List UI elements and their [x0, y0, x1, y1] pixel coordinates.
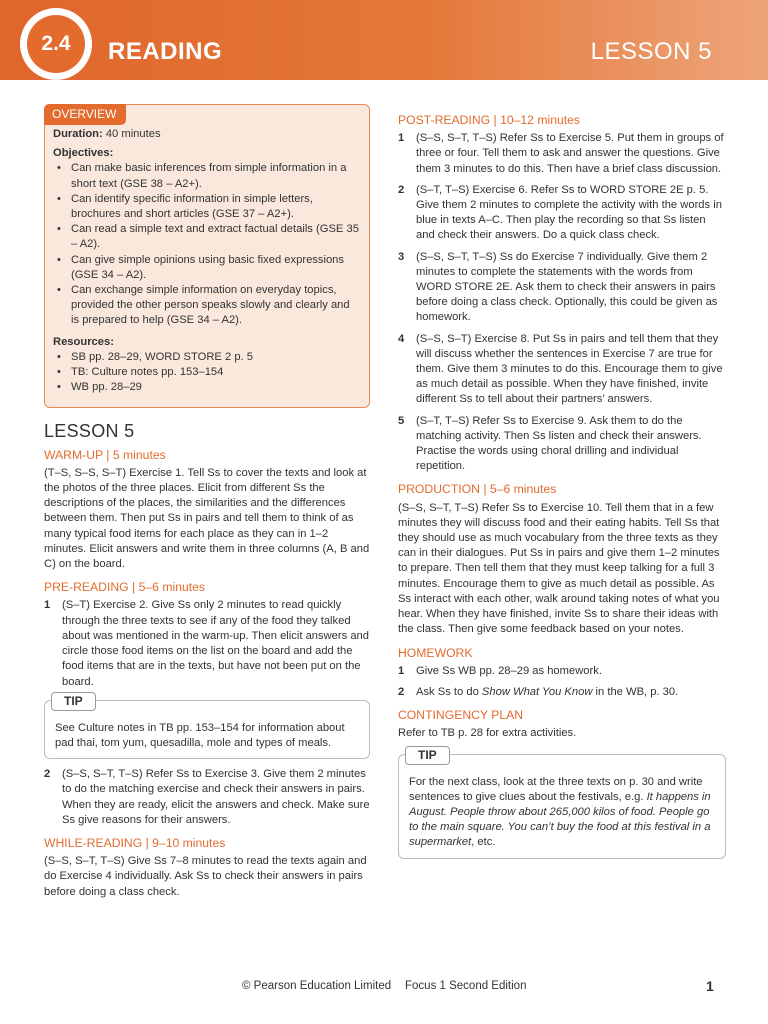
warmup-title: WARM-UP [44, 447, 103, 462]
page-number: 1 [706, 978, 714, 994]
tip-text-post: , etc. [471, 836, 496, 849]
whilereading-title: WHILE-READING [44, 835, 143, 850]
item-number: 2 [398, 685, 405, 698]
page-title: READING [108, 38, 223, 65]
production-minutes: 5–6 minutes [489, 482, 557, 497]
postreading-item [398, 183, 726, 244]
edition: Focus 1 Second Edition [405, 980, 527, 992]
item-number: 5 [398, 414, 405, 427]
resource-item: • TB: Culture notes pp. 153–154 [53, 365, 359, 380]
objective-item: • Can read a simple text and extract factual details (GSE 35 – A2). [53, 222, 359, 252]
production-text: (S–S, S–T, T–S) Refer Ss to Exercise 10. Tell them that in a few minutes they will discuss food and their eating habits. Tell Ss that they should use as much vocabulary from the three texts as they can in their dialogues. Put Ss in pairs and give them 1–2 minutes to prepare. Then tell them that they must keep talking for a full 3 minutes. Encourage them to give as much detail as possible. As Ss interact with each other, walk around taking notes of what you hear. When they have finished, invite Ss to share their ideas with the class. Then give some feedback based on your notes. [398, 501, 720, 636]
item-number: 4 [398, 332, 405, 345]
production-title: PRODUCTION [398, 482, 480, 497]
duration-value: 40 minutes [105, 128, 161, 140]
item-text: (S–S, S–T, T–S) Ss do Exercise 7 individually. Give them 2 minutes to complete the statements with the words from WORD STORE 2E. Ask them to check their answers in pairs before doing a class check. Optionally, this could be given as homework. [416, 250, 718, 324]
objectives-list [53, 161, 359, 328]
objective-item: • Can give simple opinions using basic fixed expressions (GSE 34 – A2). [53, 253, 359, 283]
item-text: (S–S, S–T, T–S) Refer Ss to Exercise 5. Put them in groups of three or four. Tell them to ask and answer the questions. Give them 3 minutes to do this. Then have a brief class discussion. [416, 132, 724, 175]
duration [53, 127, 359, 142]
tip-text: See Culture notes in TB pp. 153–154 for information about pad thai, tom yum, quesadilla, mole and types of meals. [55, 721, 345, 749]
resources-label: Resources: [53, 335, 114, 348]
copyright: © Pearson Education Limited [242, 980, 392, 992]
prereading-title: PRE-READING [44, 580, 129, 595]
postreading-sep: | [493, 113, 497, 127]
warmup-minutes: 5 minutes [112, 447, 166, 462]
item-text-italic: Show What You Know [481, 685, 593, 698]
postreading-title: POST-READING [398, 113, 491, 127]
item-text-post: in the WB, p. 30. [592, 685, 679, 698]
header-band [0, 0, 768, 80]
tip-text [409, 775, 715, 851]
warmup-heading [44, 448, 370, 463]
postreading-minutes: 10–12 minutes [500, 113, 581, 127]
duration-label: Duration: [53, 128, 103, 140]
contingency-text: Refer to TB p. 28 for extra activities. [398, 727, 577, 740]
item-number: 1 [398, 132, 405, 145]
tip-box [44, 693, 370, 759]
homework-heading: HOMEWORK [398, 645, 473, 660]
whilereading-heading [44, 836, 370, 851]
overview-tab: OVERVIEW [44, 104, 126, 125]
warmup-text: (T–S, S–S, S–T) Exercise 1. Tell Ss to cover the texts and look at the photos of the three places. Elicit from different Ss the descriptions of the places, the similarities and the differences between them. Then put Ss in pairs and tell them to think of as many typical food items for each place as they can in 1–2 minutes. Elicit answers and write them in three columns (A, B and C) on the board. [44, 466, 370, 571]
postreading-item [398, 250, 726, 326]
prereading-minutes: 5–6 minutes [138, 580, 206, 595]
resources-list [53, 350, 359, 396]
overview-box [44, 104, 370, 408]
item-text: (S–S, S–T, T–S) Refer Ss to Exercise 3. Give them 2 minutes to do the matching exercise and check their answers in pairs. When they are ready, elicit the answers and check. Make sure Ss give reasons for their answers. [62, 768, 370, 826]
whilereading-sep: | [145, 835, 149, 850]
item-text-pre: Ask Ss to do [416, 685, 482, 698]
resource-item: • SB pp. 28–29, WORD STORE 2 p. 5 [53, 350, 359, 365]
postreading-item [398, 414, 726, 475]
homework-item [398, 664, 726, 679]
lesson-label: LESSON 5 [590, 38, 712, 65]
postreading-item [398, 131, 726, 177]
tip-text-pre: For the next class, look at the three texts on p. 30 and write sentences to give clues about the festivals, e.g. [409, 775, 703, 803]
right-column [398, 113, 726, 867]
tip-tab: TIP [51, 692, 96, 711]
resource-item: • WB pp. 28–29 [53, 380, 359, 395]
item-number: 3 [398, 250, 405, 263]
item-number: 1 [44, 599, 51, 612]
item-number: 2 [44, 768, 51, 781]
prereading-item [44, 598, 370, 689]
item-text: (S–S, S–T) Exercise 8. Put Ss in pairs and tell them that they will discuss whether the sentences in Exercise 7 are true for them. Give them 3 minutes to do this. Encourage them to give as much detail as possible. When they have finished, invite different Ss to tell about their partners’ answers. [416, 332, 723, 406]
item-text: (S–T, T–S) Exercise 6. Refer Ss to WORD STORE 2E p. 5. Give them 2 minutes to complete the activity with the words in blue in texts A–C. Then play the recording so that Ss listen and check their answers. Do a quick class check. [416, 183, 722, 242]
tip-tab: TIP [405, 746, 450, 765]
warmup-sep: | [106, 447, 110, 462]
objective-item: • Can identify specific information in simple letters, brochures and short articles (GSE 37 – A2+). [53, 192, 359, 222]
item-number: 1 [398, 664, 405, 677]
postreading-item [398, 332, 726, 408]
production-sep: | [483, 482, 487, 497]
unit-badge: 2.4 [27, 15, 85, 73]
objective-item: • Can exchange simple information on everyday topics, provided the other person speaks slowly and clearly and is prepared to help (GSE 34 – A2). [53, 283, 359, 329]
item-text: (S–T, T–S) Refer Ss to Exercise 9. Ask them to do the matching activity. Then Ss listen and check their answers. Practise the words using choral drilling and individual repetition. [416, 414, 702, 473]
objectives-label: Objectives: [53, 147, 114, 160]
production-heading [398, 482, 726, 497]
item-text: Give Ss WB pp. 28–29 as homework. [416, 664, 602, 677]
objective-item: • Can make basic inferences from simple information in a short text (GSE 38 – A2+). [53, 161, 359, 191]
tip-box [398, 747, 726, 859]
whilereading-text: (S–S, S–T, T–S) Give Ss 7–8 minutes to read the texts again and do Exercise 4 individually. Ask Ss to check their answers in pairs before doing a class check. [44, 855, 367, 898]
contingency-heading: CONTINGENCY PLAN [398, 708, 524, 723]
tip-text-italic: It happens in August. People throw about 265,000 kilos of food. People go to the main square. You can’t buy the food at this festival in a supermarket [409, 790, 711, 849]
left-column [44, 104, 370, 902]
lesson-heading: LESSON 5 [44, 421, 135, 442]
item-text: (S–T) Exercise 2. Give Ss only 2 minutes to read quickly through the three texts to see if any of the food they talked about was mentioned in the warm-up. Then elicit answers and circle those food items on the list on the board and add the food items that are in the texts, but have not been put on the board. [62, 599, 369, 688]
postreading-heading [398, 113, 726, 128]
homework-item [398, 685, 726, 700]
prereading-heading [44, 580, 370, 595]
prereading-sep: | [132, 580, 136, 595]
item-number: 2 [398, 183, 405, 196]
whilereading-minutes: 9–10 minutes [152, 835, 226, 850]
prereading-item [44, 767, 370, 828]
